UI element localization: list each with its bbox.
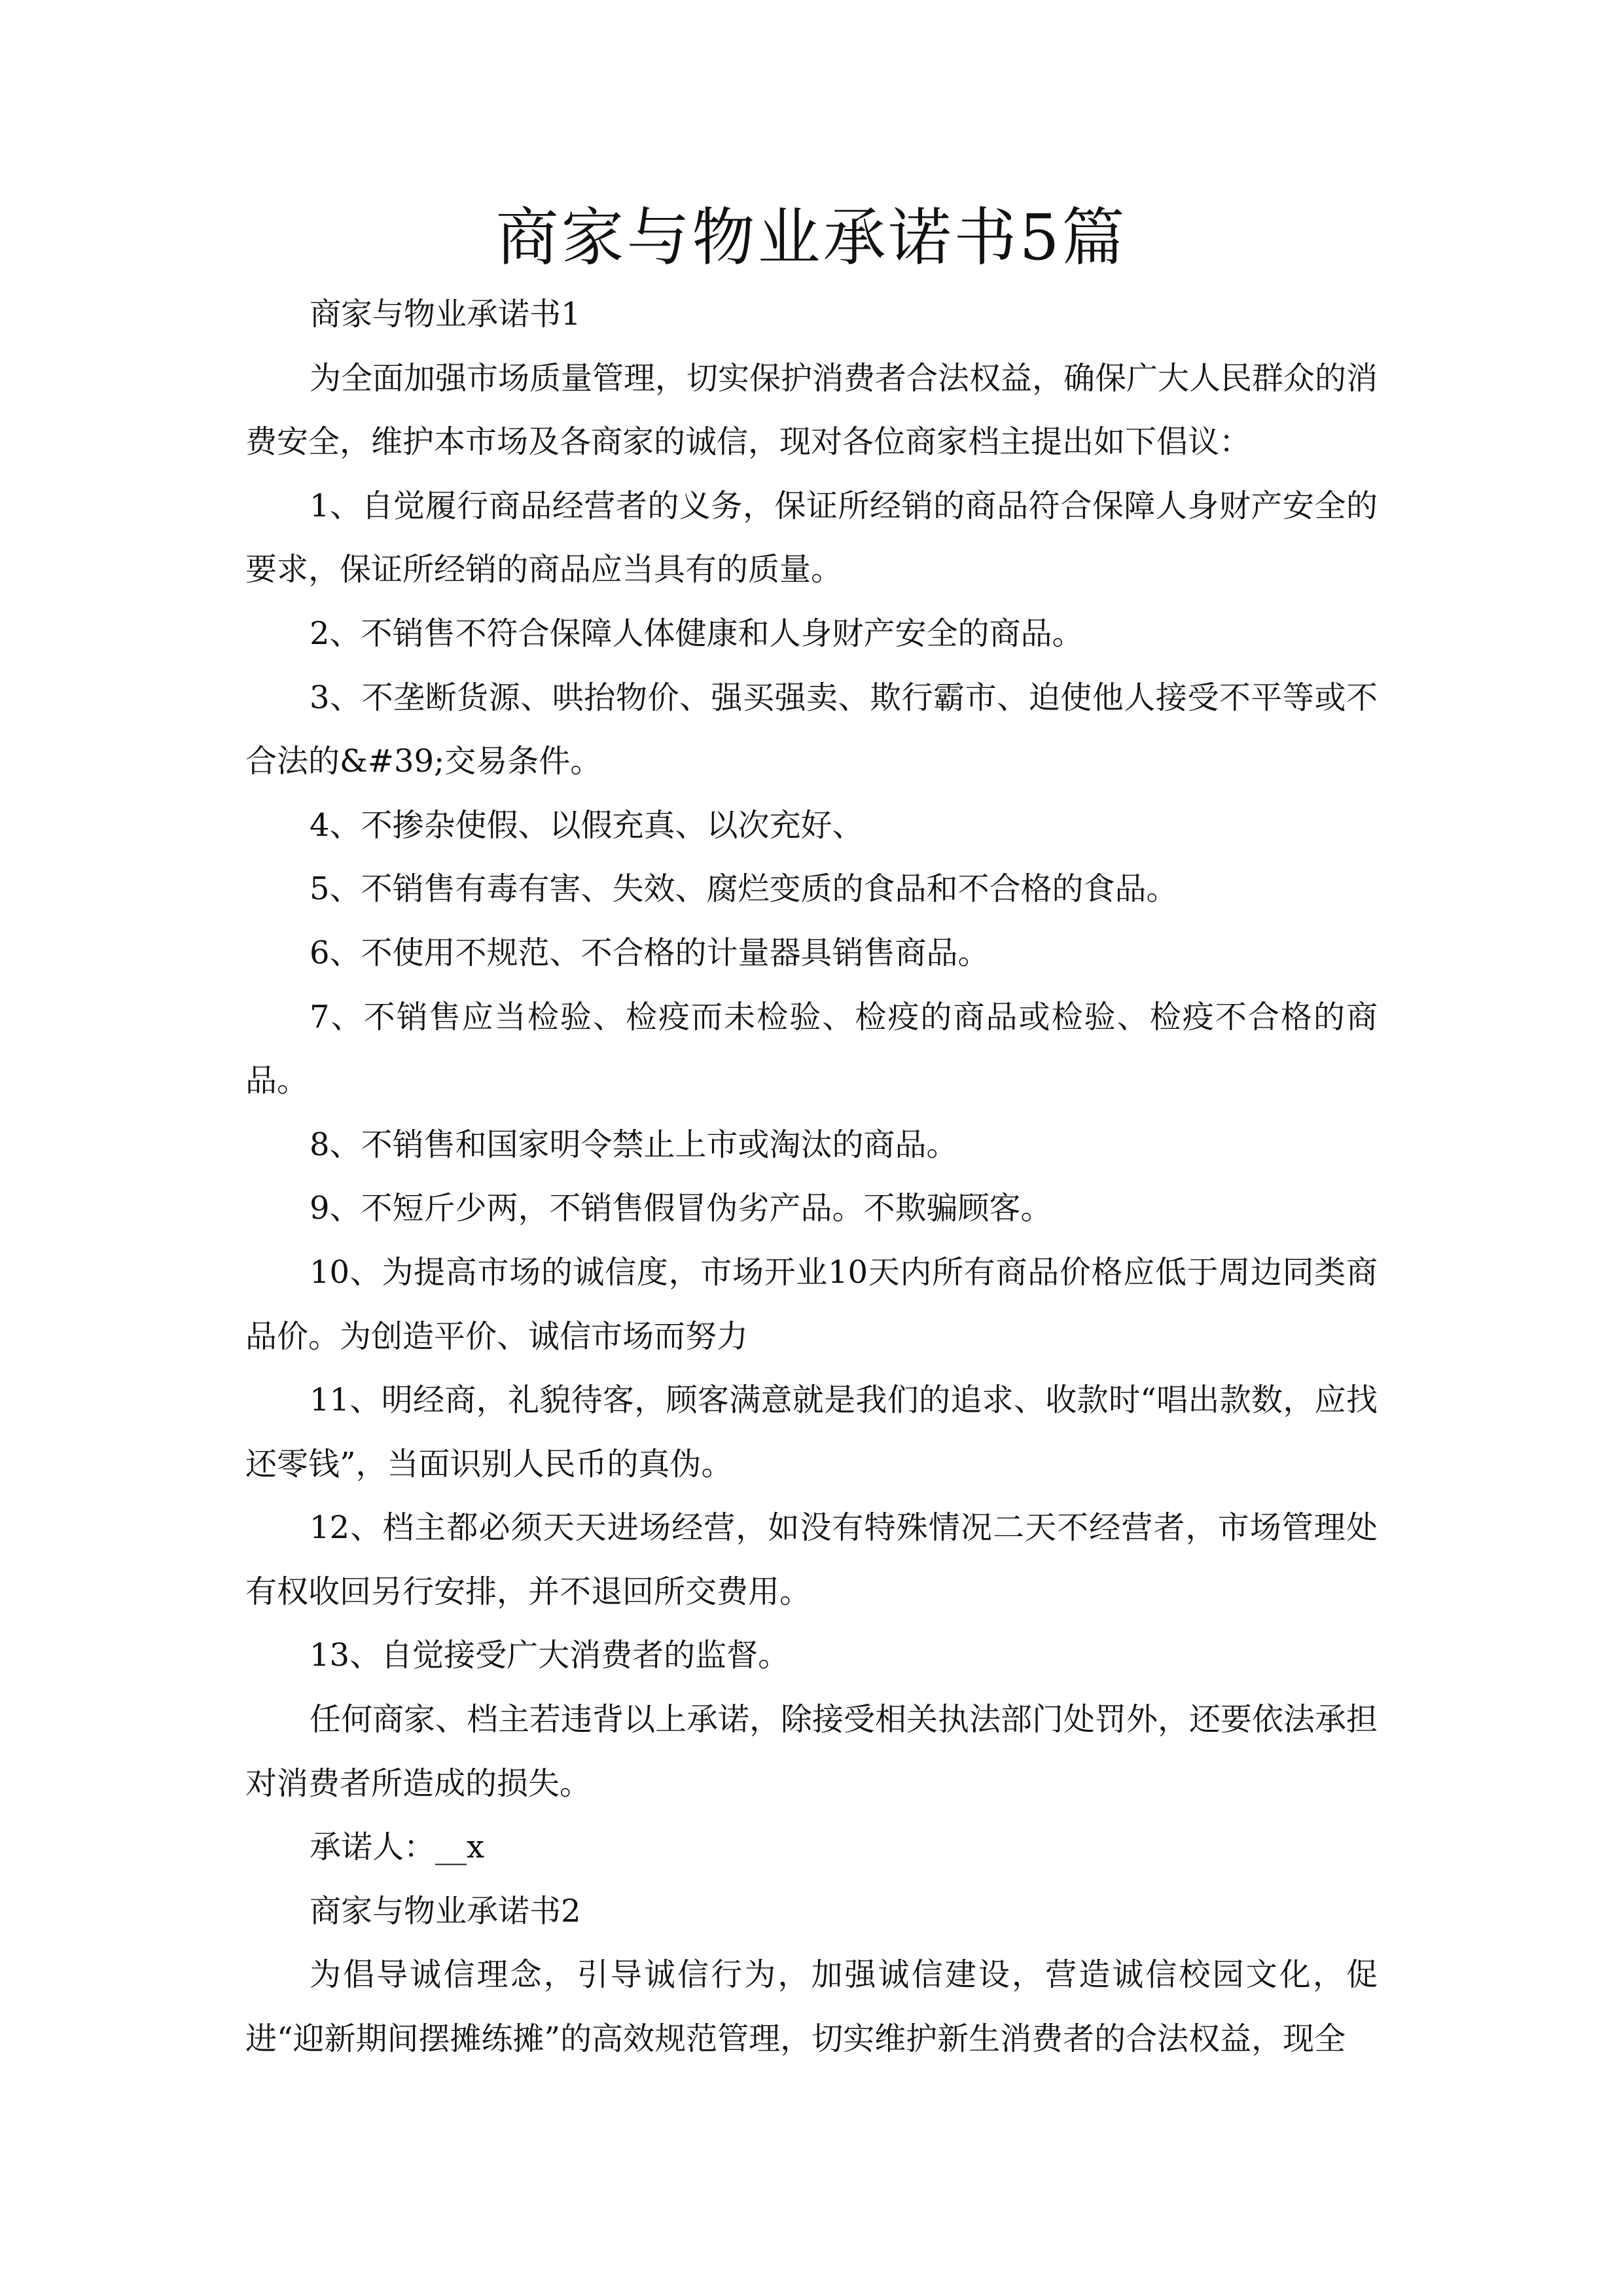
list-item: 8、不销售和国家明令禁止上市或淘汰的商品。 — [310, 1126, 958, 1163]
list-item: 12、档主都必须天天进场经营，如没有特殊情况二天不经营者，市场管理处有权收回另行安排，并不退回所交费用。 — [245, 1509, 1378, 1610]
list-item: 7、不销售应当检验、检疫而未检验、检疫的商品或检验、检疫不合格的商品。 — [245, 998, 1378, 1100]
document-title: 商家与物业承诺书5篇 — [495, 201, 1128, 274]
section-heading: 商家与物业承诺书1 — [310, 296, 581, 332]
list-item: 4、不掺杂使假、以假充真、以次充好、 — [310, 806, 864, 844]
list-item: 1、自觉履行商品经营者的义务，保证所经销的商品符合保障人身财产安全的要求，保证所经销的商品应当具有的质量。 — [245, 487, 1378, 588]
list-item: 10、为提高市场的诚信度，市场开业10天内所有商品价格应低于周边同类商品价。为创造平价、诚信市场而努力 — [245, 1253, 1378, 1355]
signature-line: 承诺人：__x — [310, 1829, 485, 1866]
list-item: 6、不使用不规范、不合格的计量器具销售商品。 — [310, 934, 990, 971]
list-item: 9、不短斤少两，不销售假冒伪劣产品。不欺骗顾客。 — [310, 1190, 1052, 1227]
list-item: 2、不销售不符合保障人体健康和人身财产安全的商品。 — [310, 615, 1084, 652]
paragraph: 任何商家、档主若违背以上承诺，除接受相关执法部门处罚外，还要依法承担对消费者所造成的损失。 — [245, 1701, 1378, 1802]
paragraph: 为全面加强市场质量管理，切实保护消费者合法权益，确保广大人民群众的消费安全，维护本市场及各商家的诚信，现对各位商家档主提出如下倡议： — [245, 359, 1378, 461]
paragraph: 为倡导诚信理念，引导诚信行为，加强诚信建设，营造诚信校园文化，促进“迎新期间摆摊练摊”的高效规范管理，切实维护新生消费者的合法权益，现全 — [245, 1956, 1378, 2058]
list-item: 3、不垄断货源、哄抬物价、强买强卖、欺行霸市、迫使他人接受不平等或不合法的&#39;交易条件。 — [245, 679, 1378, 780]
list-item: 11、明经商，礼貌待客，顾客满意就是我们的追求、收款时“唱出款数，应找还零钱”，当面识别人民币的真伪。 — [245, 1382, 1378, 1482]
list-item: 13、自觉接受广大消费者的监督。 — [310, 1637, 790, 1674]
list-item: 5、不销售有毒有害、失效、腐烂变质的食品和不合格的食品。 — [310, 870, 1178, 908]
document-body — [245, 283, 1378, 2072]
section-heading: 商家与物业承诺书2 — [310, 1892, 581, 1929]
